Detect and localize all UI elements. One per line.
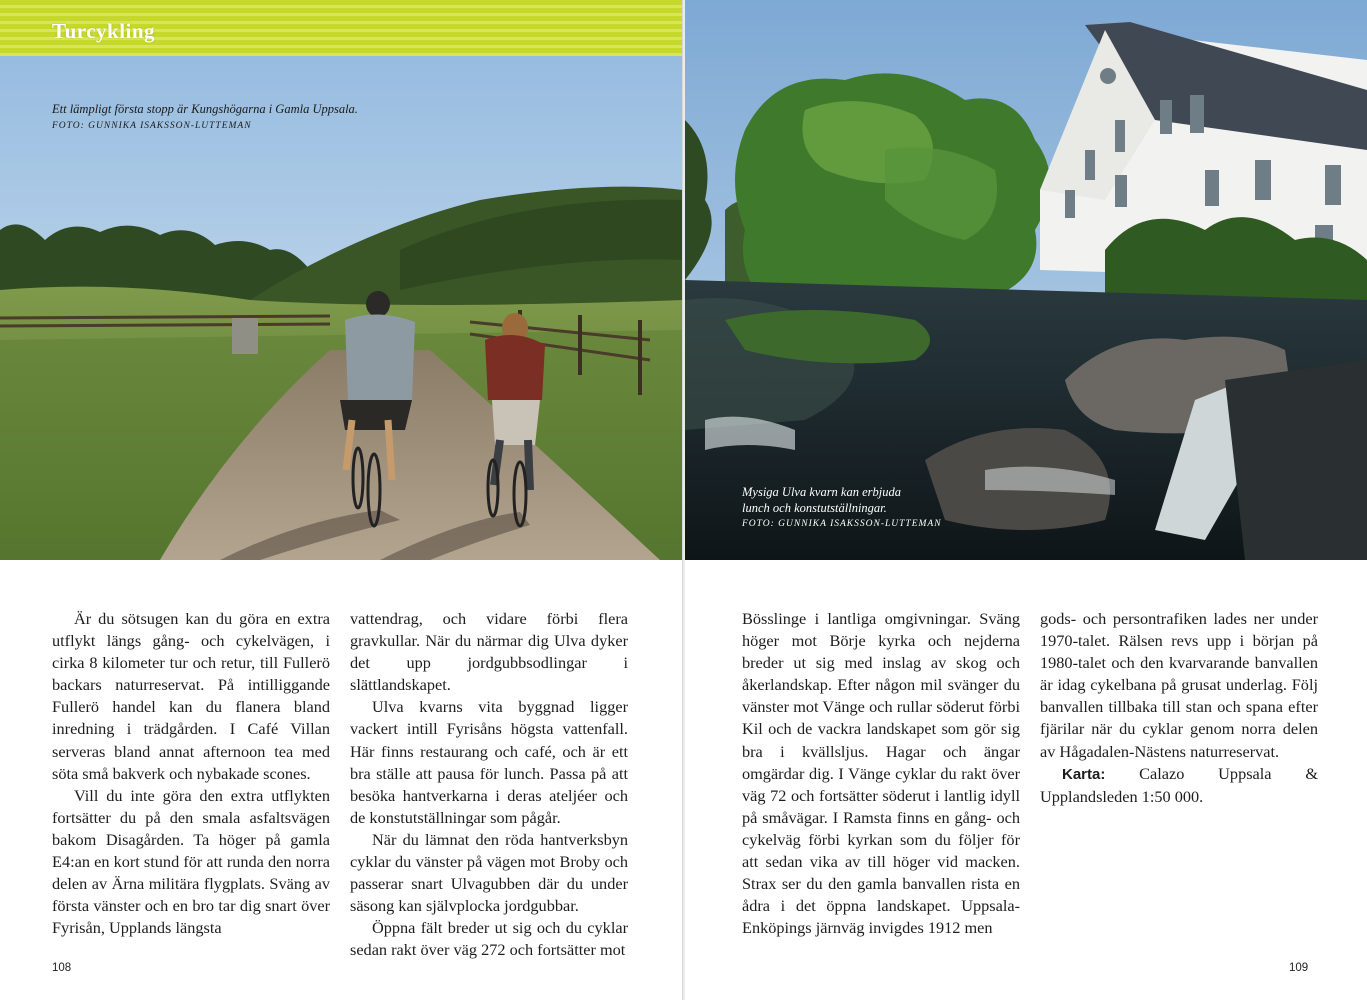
right-photo-caption-line2: lunch och konstutställningar. [742, 501, 887, 515]
text-column-1 [52, 608, 330, 939]
paragraph: vattendrag, och vidare förbi flera gravkullar. När du närmar dig Ulva dyker det upp jordgubbsodlingar i slättlandskapet. [350, 609, 628, 695]
left-photo-credit: FOTO: GUNNIKA ISAKSSON-LUTTEMAN [52, 121, 252, 131]
right-page [685, 0, 1367, 1000]
paragraph: Bösslinge i lantliga omgivningar. Sväng höger mot Börje kyrka och nejderna breder ut sig med inslag av skog och åkerlandskap. Efter någon mil svänger du vänster mot Vänge och rullar söderut förbi Kil och de vackra landskapet som gör sig bra i kvällsljus. Hagar och ängar omgärdar dig. I Vänge cyklar du rakt över väg 72 och fortsätter söderut i lantlig idyll på småvägar. I Ramsta finns en gång- och cykelväg förbi kyrkan som du följer för att sedan vika av till höger vid macken. Strax ser du den gamla banvallen rista en ådra i det öppna landskapet. Uppsala-Enköpings järnväg invigdes 1912 men [742, 609, 1020, 938]
paragraph: Vill du inte göra den extra utflykten fortsätter du på den smala asfaltsvägen bakom Disagården. Ta höger på gamla E4:an en kort stund för att runda den norra delen av Ärna militära flygplats. Sväng av första vänster och en bro tar dig snart över Fyrisån, Upplands längsta [52, 785, 330, 938]
paragraph: Ulva kvarns vita byggnad ligger vackert intill Fyrisåns högsta vattenfall. Här finns restaurang och café, och är ett bra ställe att pausa för lunch. Passa på att besöka hantverkarna i deras ateljéer och de konstutställningar som pågår. [350, 697, 628, 827]
page-number-right: 109 [1289, 962, 1309, 974]
left-photo-caption: Ett lämpligt första stopp är Kungshögarna i Gamla Uppsala. [52, 102, 358, 116]
text-column-4 [1040, 608, 1318, 808]
map-reference [1040, 763, 1318, 808]
left-page [0, 0, 683, 1000]
section-title: Turcykling [52, 19, 156, 43]
paragraph: Öppna fält breder ut sig och du cyklar sedan rakt över väg 272 och fortsätter mot [350, 918, 628, 960]
right-photo-credit: FOTO: GUNNIKA ISAKSSON-LUTTEMAN [742, 519, 942, 529]
paragraph: gods- och persontrafiken lades ner under 1970-talet. Rälsen revs upp i början på 1980-talet och den kvarvarande banvallen är idag cykelbana på grusat underlag. Följ banvallen tillbaka till stan och spana efter fjärilar när du cyklar genom norra delen av Hågadalen-Nästens naturreservat. [1040, 609, 1318, 761]
cyclists-photo [0, 0, 683, 560]
map-text: Calazo Uppsala & Upplandsleden 1:50 000. [1040, 763, 1318, 806]
right-photo-caption-line1: Mysiga Ulva kvarn kan erbjuda [742, 485, 901, 499]
text-column-2 [350, 608, 628, 962]
paragraph: Är du sötsugen kan du göra en extra utflykt längs gång- och cykelvägen, i cirka 8 kilometer tur och retur, till Fullerö backars naturreservat. På intilliggande Fullerö handel kan du flanera bland inredning i trädgården. I Café Villan serveras bland annat afternoon tea med söta små bakverk och nybakade scones. [52, 609, 330, 783]
page-number-left: 108 [52, 962, 72, 974]
mill-photo [685, 0, 1367, 560]
paragraph: När du lämnat den röda hantverksbyn cyklar du vänster på vägen mot Broby och passerar snart Ulvagubben där du under säsong kan självplocka jordgubbar. [350, 829, 628, 916]
text-column-3 [742, 608, 1020, 939]
map-label: Karta: [1062, 765, 1106, 783]
